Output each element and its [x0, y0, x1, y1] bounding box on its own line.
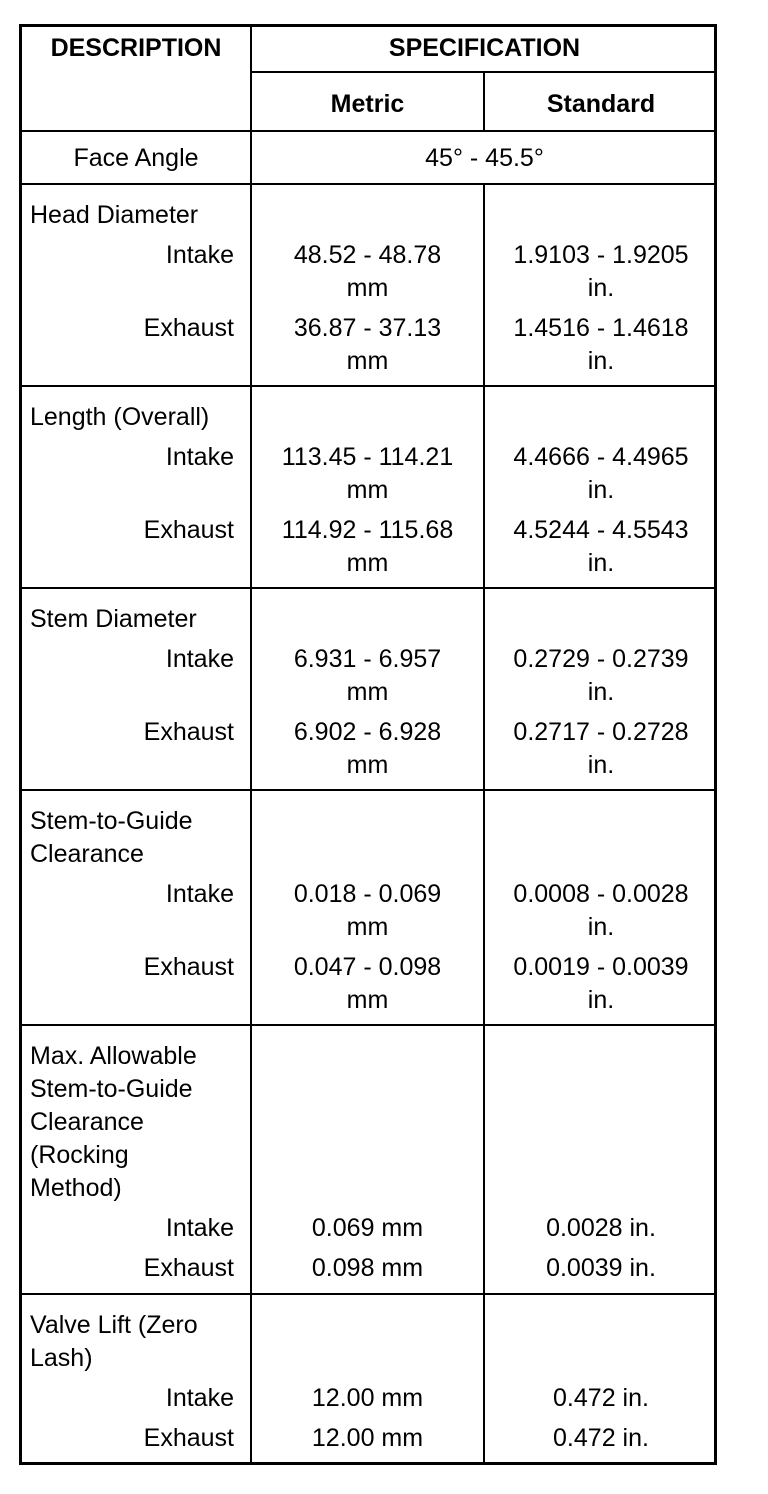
stem-diameter-title: Stem Diameter — [30, 605, 197, 633]
length-exhaust-metric-unit: mm — [346, 549, 389, 577]
head-diameter-exhaust-standard-unit: in. — [587, 347, 615, 375]
head-diameter-intake-standard-unit: in. — [587, 274, 615, 302]
stem-guide-exhaust-metric: 0.047 - 0.098 — [293, 953, 442, 981]
stem-diameter-intake-standard: 0.2729 - 0.2739 — [513, 645, 689, 673]
max-clearance-exhaust-metric: 0.098 mm — [311, 1254, 424, 1282]
stem-guide-exhaust-metric-unit: mm — [346, 986, 389, 1014]
metric-header: Metric — [330, 90, 405, 118]
stem-guide-intake-metric: 0.018 - 0.069 — [293, 880, 442, 908]
stem-diameter-exhaust-metric-unit: mm — [346, 751, 389, 779]
length-exhaust-standard: 4.5244 - 4.5543 — [513, 516, 689, 544]
valve-lift-exhaust-label: Exhaust — [143, 1424, 234, 1452]
stem-diameter-intake-metric-unit: mm — [346, 678, 389, 706]
stem-diameter-intake-standard-unit: in. — [587, 678, 615, 706]
stem-guide-exhaust-standard: 0.0019 - 0.0039 — [513, 953, 689, 981]
length-intake-label: Intake — [165, 443, 234, 471]
length-intake-metric-unit: mm — [346, 476, 389, 504]
max-clearance-intake-label: Intake — [165, 1214, 234, 1242]
stem-diameter-exhaust-standard-unit: in. — [587, 751, 615, 779]
valve-lift-intake-label: Intake — [165, 1384, 234, 1412]
length-overall-title: Length (Overall) — [30, 403, 210, 431]
valve-specification-table — [19, 24, 717, 1465]
head-diameter-title: Head Diameter — [30, 201, 199, 229]
valve-lift-exhaust-standard: 0.472 in. — [553, 1424, 649, 1452]
row-divider — [22, 1024, 714, 1026]
face-angle-value: 45° - 45.5° — [425, 144, 544, 172]
face-angle-label: Face Angle — [73, 144, 199, 172]
max-clearance-title-line3: Clearance — [30, 1108, 144, 1136]
head-diameter-intake-label: Intake — [165, 241, 234, 269]
row-divider — [22, 130, 714, 132]
length-exhaust-standard-unit: in. — [587, 549, 615, 577]
max-clearance-exhaust-standard: 0.0039 in. — [546, 1254, 656, 1282]
valve-lift-intake-metric: 12.00 mm — [311, 1384, 424, 1412]
head-diameter-exhaust-metric-unit: mm — [346, 347, 389, 375]
stem-guide-exhaust-standard-unit: in. — [587, 986, 615, 1014]
max-clearance-title-line5: Method) — [30, 1174, 122, 1202]
stem-guide-title-line1: Stem-to-Guide — [30, 807, 193, 835]
valve-lift-title-line2: Lash) — [30, 1344, 93, 1372]
max-clearance-title-line2: Stem-to-Guide — [30, 1075, 193, 1103]
max-clearance-title-line4: (Rocking — [30, 1141, 129, 1169]
stem-guide-intake-label: Intake — [165, 880, 234, 908]
row-divider — [22, 183, 714, 185]
description-header: DESCRIPTION — [50, 34, 222, 62]
length-exhaust-label: Exhaust — [143, 516, 234, 544]
max-clearance-intake-standard: 0.0028 in. — [546, 1214, 656, 1242]
specification-header: SPECIFICATION — [388, 34, 581, 62]
valve-lift-title-line1: Valve Lift (Zero — [30, 1311, 198, 1339]
max-clearance-exhaust-label: Exhaust — [143, 1254, 234, 1282]
stem-guide-intake-standard: 0.0008 - 0.0028 — [513, 880, 689, 908]
stem-diameter-exhaust-label: Exhaust — [143, 718, 234, 746]
head-diameter-exhaust-standard: 1.4516 - 1.4618 — [513, 314, 689, 342]
length-intake-metric: 113.45 - 114.21 — [281, 443, 454, 471]
head-diameter-intake-metric-unit: mm — [346, 274, 389, 302]
stem-diameter-exhaust-metric: 6.902 - 6.928 — [293, 718, 442, 746]
valve-lift-exhaust-metric: 12.00 mm — [311, 1424, 424, 1452]
head-diameter-exhaust-metric: 36.87 - 37.13 — [293, 314, 442, 342]
head-diameter-exhaust-label: Exhaust — [143, 314, 234, 342]
row-divider — [22, 789, 714, 791]
row-divider — [22, 385, 714, 387]
length-intake-standard-unit: in. — [587, 476, 615, 504]
stem-diameter-intake-label: Intake — [165, 645, 234, 673]
head-diameter-intake-metric: 48.52 - 48.78 — [293, 241, 442, 269]
stem-diameter-exhaust-standard: 0.2717 - 0.2728 — [513, 718, 689, 746]
stem-guide-exhaust-label: Exhaust — [143, 953, 234, 981]
length-exhaust-metric: 114.92 - 115.68 — [281, 516, 454, 544]
valve-lift-intake-standard: 0.472 in. — [553, 1384, 649, 1412]
row-divider — [22, 587, 714, 589]
stem-guide-title-line2: Clearance — [30, 840, 144, 868]
length-intake-standard: 4.4666 - 4.4965 — [513, 443, 689, 471]
max-clearance-title-line1: Max. Allowable — [30, 1042, 197, 1070]
stem-guide-intake-standard-unit: in. — [587, 913, 615, 941]
standard-header: Standard — [546, 90, 656, 118]
max-clearance-intake-metric: 0.069 mm — [311, 1214, 424, 1242]
row-divider — [22, 1293, 714, 1295]
head-diameter-intake-standard: 1.9103 - 1.9205 — [513, 241, 689, 269]
stem-diameter-intake-metric: 6.931 - 6.957 — [293, 645, 442, 673]
stem-guide-intake-metric-unit: mm — [346, 913, 389, 941]
